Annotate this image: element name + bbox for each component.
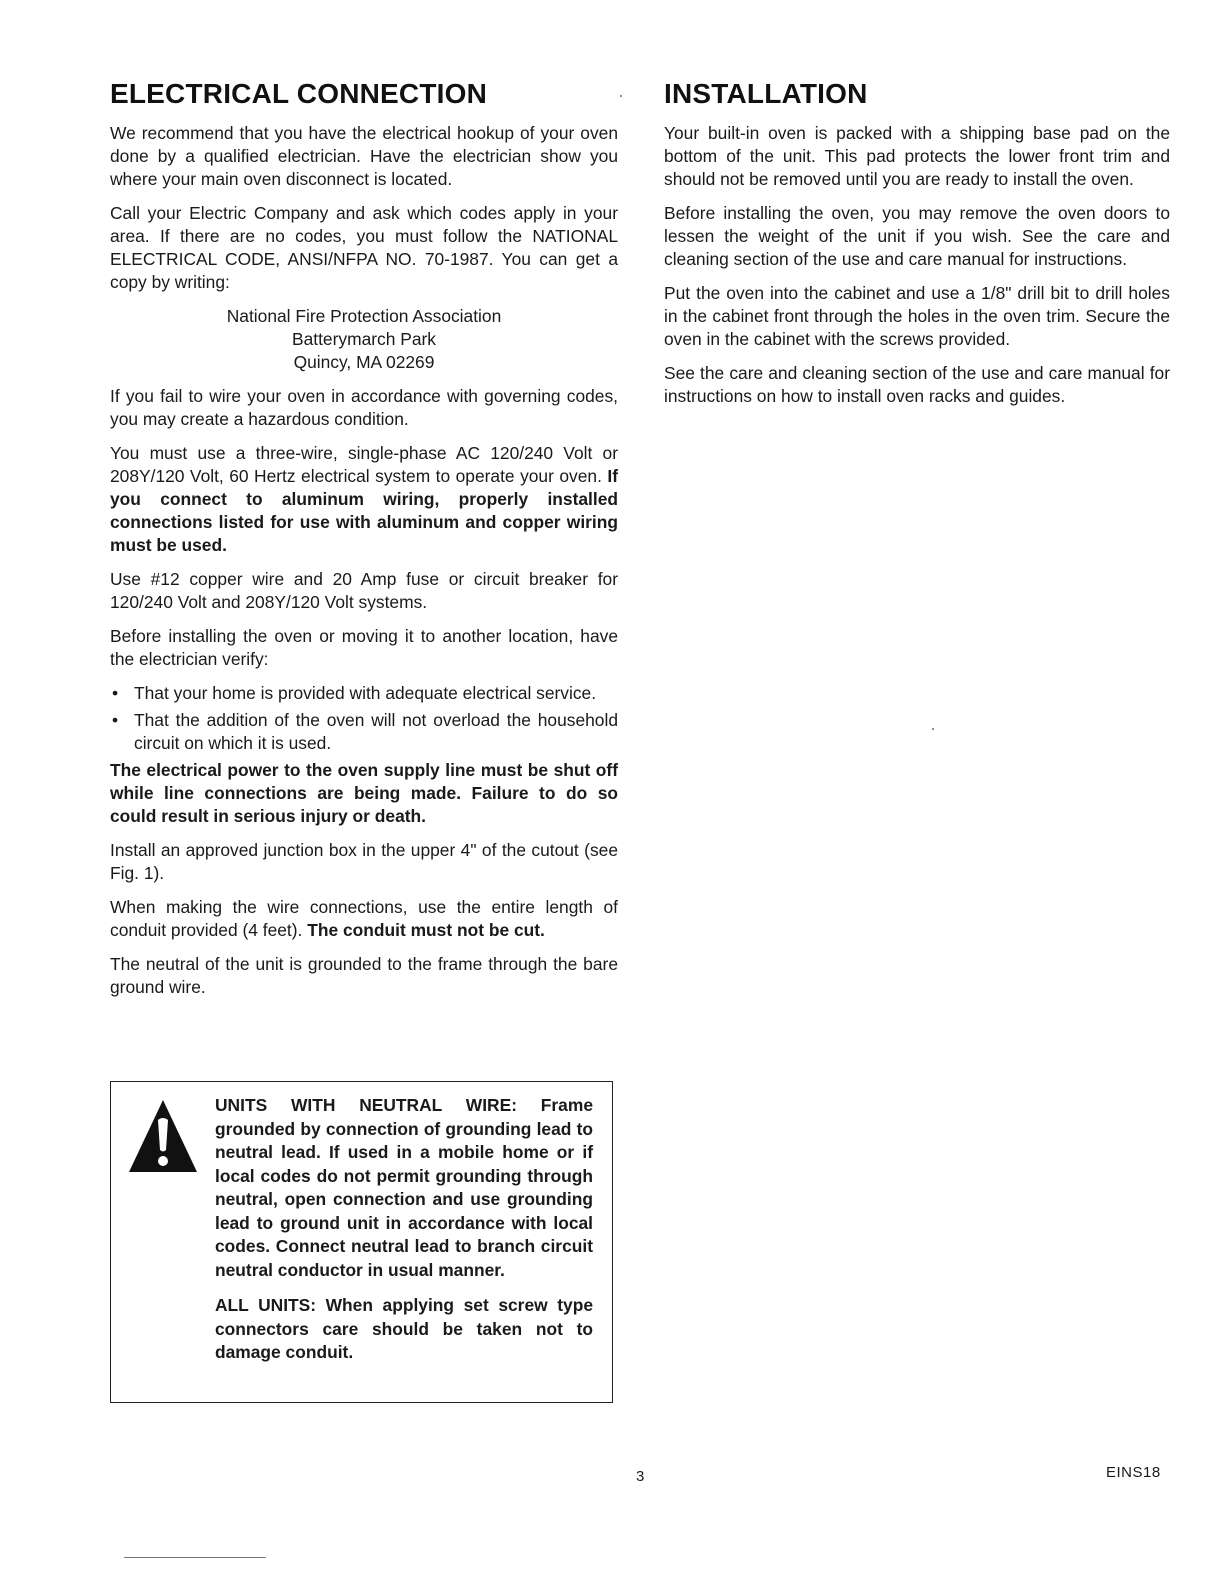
section-title: ELECTRICAL CONNECTION	[110, 78, 488, 109]
paragraph: Call your Electric Company and ask which codes apply in your area. If there are no codes, you must follow the NATIONAL ELECTRICAL CODE, ANSI/NFPA NO. 70-1987. You can get a copy by writing:	[110, 203, 618, 292]
bullet-icon: •	[112, 683, 119, 703]
page-number: 3	[636, 1468, 645, 1485]
paragraph: If you fail to wire your oven in accordance with governing codes, you may create a hazardous condition.	[110, 386, 618, 429]
address-line: Batterymarch Park	[292, 329, 436, 349]
conduit-warning: The conduit must not be cut.	[307, 920, 545, 940]
paragraph	[110, 896, 618, 942]
paragraph: The neutral of the unit is grounded to the frame through the bare ground wire.	[110, 954, 618, 997]
aluminum-wiring-warning: If you connect to aluminum wiring, properly installed connections listed for use with aluminum and copper wiring must be used.	[110, 466, 618, 555]
list-item-text: That the addition of the oven will not overload the household circuit on which it is used.	[134, 710, 618, 753]
address-line: National Fire Protection Association	[226, 306, 502, 326]
electrical-connection-section	[110, 78, 618, 1010]
all-units-warning: ALL UNITS: When applying set screw type connectors care should be taken not to damage conduit.	[215, 1295, 593, 1362]
list-item	[110, 682, 618, 705]
paragraph: Put the oven into the cabinet and use a 1/8" drill bit to drill holes in the cabinet front through the holes in the oven trim. Secure the oven in the cabinet with the screws provided.	[664, 283, 1170, 349]
section-title: INSTALLATION	[664, 78, 868, 109]
grounding-warning-box	[110, 1081, 613, 1403]
document-code: EINS18	[1106, 1464, 1161, 1481]
paragraph: We recommend that you have the electrical hookup of your oven done by a qualified electrician. Have the electrician show you where your main oven disconnect is located.	[110, 123, 618, 189]
address-line: Quincy, MA 02269	[293, 352, 435, 372]
paragraph: See the care and cleaning section of the use and care manual for instructions on how to install oven racks and guides.	[664, 363, 1170, 406]
scan-speck	[620, 95, 622, 97]
paragraph: Your built-in oven is packed with a shipping base pad on the bottom of the unit. This pad protects the lower front trim and should not be removed until you are ready to install the oven.	[664, 123, 1170, 189]
footer-rule	[124, 1557, 266, 1558]
installation-section	[664, 78, 1170, 419]
scan-speck	[932, 728, 934, 730]
list-item-text: That your home is provided with adequate electrical service.	[134, 683, 597, 703]
neutral-wire-warning: UNITS WITH NEUTRAL WIRE: Frame grounded by connection of grounding lead to neutral lead. If used in a mobile home or if local codes do not permit grounding through neutral, open connection and use grounding lead to ground unit in accordance with local codes. Connect neutral lead to branch circuit neutral conductor in usual manner.	[215, 1095, 593, 1280]
power-shutoff-warning: The electrical power to the oven supply line must be shut off while line connections are being made. Failure to do so could result in serious injury or death.	[110, 760, 618, 826]
paragraph	[110, 442, 618, 557]
paragraph: Use #12 copper wire and 20 Amp fuse or circuit breaker for 120/240 Volt and 208Y/120 Volt systems.	[110, 569, 618, 612]
bullet-icon: •	[112, 710, 119, 730]
paragraph: Before installing the oven or moving it to another location, have the electrician verify:	[110, 626, 618, 669]
paragraph-text: When making the wire connections, use the entire length of conduit provided (4 feet).	[110, 897, 618, 940]
paragraph-text: You must use a three-wire, single-phase AC 120/240 Volt or 208Y/120 Volt, 60 Hertz electrical system to operate your oven.	[110, 443, 618, 486]
paragraph: Before installing the oven, you may remove the oven doors to lessen the weight of the unit if you wish. See the care and cleaning section of the use and care manual for instructions.	[664, 203, 1170, 269]
warning-triangle-icon	[127, 1098, 199, 1174]
verification-list	[110, 682, 618, 755]
paragraph: Install an approved junction box in the upper 4" of the cutout (see Fig. 1).	[110, 840, 618, 883]
mailing-address	[110, 305, 618, 374]
warning-text	[215, 1094, 593, 1377]
list-item	[110, 709, 618, 755]
